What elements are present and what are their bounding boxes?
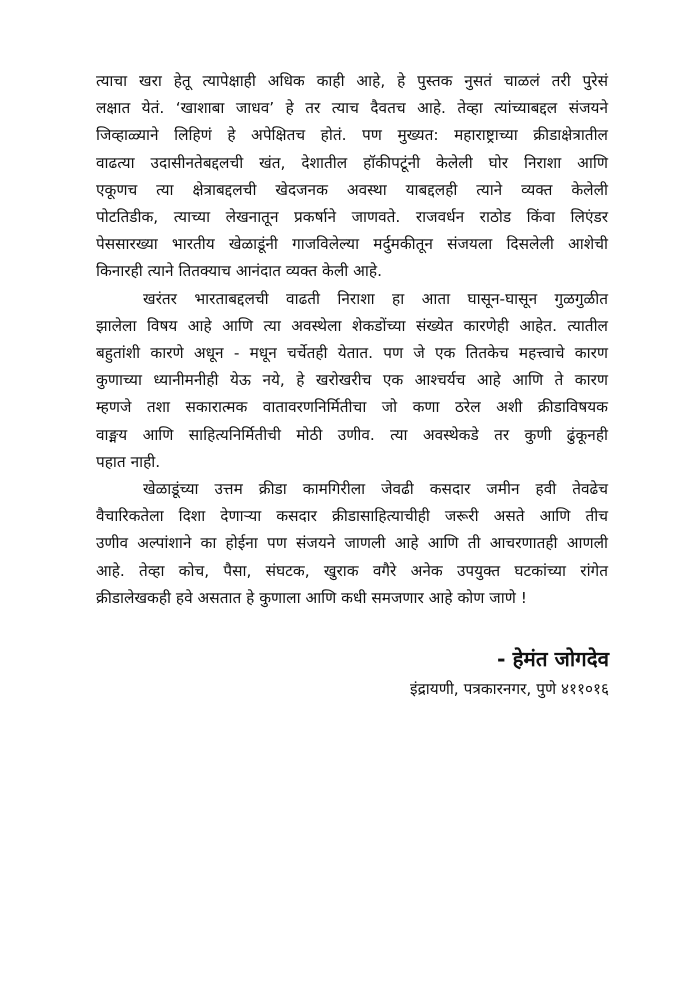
text-line: त्याचा खरा हेतू त्यापेक्षाही अधिक काही आहे, हे पुस्तक नुसतं चाळलं तरी पुरेसं bbox=[96, 72, 608, 90]
text-line: लक्षात येतं. ‘खाशाबा जाधव’ हे तर त्याच दैवतच आहे. तेव्हा त्यांच्याबद्दल संजयने bbox=[96, 99, 608, 118]
paragraph-1 bbox=[96, 68, 608, 286]
text-line: पेससारख्या भारतीय खेळाडूंनी गाजविलेल्या मर्दुमकीतून संजयला दिसलेली आशेची bbox=[96, 235, 608, 254]
author-signature: - हेमंत जोगदेव bbox=[497, 647, 609, 671]
text-line: आहे. तेव्हा कोच, पैसा, संघटक, खुराक वगैरे अनेक उपयुक्त घटकांच्या रांगेत bbox=[96, 561, 608, 580]
text-line: किनारही त्याने तितक्याच आनंदात व्यक्त केली आहे. bbox=[96, 262, 382, 281]
author-address: इंद्रायणी, पत्रकारनगर, पुणे ४११०१६ bbox=[410, 680, 609, 698]
text-line: वाढत्या उदासीनतेबद्दलची खंत, देशातील हॉकीपटूंनी केलेली घोर निराशा आणि bbox=[96, 153, 608, 172]
text-line: उणीव अल्पांशाने का होईना पण संजयने जाणली आहे आणि ती आचरणातही आणली bbox=[96, 534, 608, 553]
text-line: एकूणच त्या क्षेत्राबद्दलची खेदजनक अवस्था याबद्दलही त्याने व्यक्त केलेली bbox=[96, 180, 608, 199]
text-line: वैचारिकतेला दिशा देणाऱ्या कसदार क्रीडासाहित्याचीही जरूरी असते आणि तीच bbox=[96, 507, 608, 526]
text-line: वाङ्मय आणि साहित्यनिर्मितीची मोठी उणीव. त्या अवस्थेकडे तर कुणी ढुंकूनही bbox=[96, 425, 608, 444]
text-line: खेळाडूंच्या उत्तम क्रीडा कामगिरीला जेवढी कसदार जमीन हवी तेवढेच bbox=[143, 480, 608, 499]
text-line: बहुतांशी कारणे अधून - मधून चर्चेतही येतात. पण जे एक तितकेच महत्त्वाचे कारण bbox=[96, 344, 608, 363]
text-line: क्रीडालेखकही हवे असतात हे कुणाला आणि कधी समजणार आहे कोण जाणे ! bbox=[96, 588, 527, 607]
text-line: खरंतर भारताबद्दलची वाढती निराशा हा आता घासून-घासून गुळगुळीत bbox=[143, 289, 608, 308]
text-line: जिव्हाळ्याने लिहिणं हे अपेक्षितच होतं. पण मुख्यत: महाराष्ट्राच्या क्रीडाक्षेत्रातील bbox=[96, 126, 608, 145]
text-line: पोटतिडीक, त्याच्या लेखनातून प्रकर्षाने जाणवते. राजवर्धन राठोड किंवा लिएंडर bbox=[96, 208, 608, 227]
paragraph-2 bbox=[96, 286, 608, 476]
text-line: म्हणजे तशा सकारात्मक वातावरणनिर्मितीचा जो कणा ठरेल अशी क्रीडाविषयक bbox=[96, 398, 608, 417]
body-text bbox=[96, 68, 608, 612]
text-line: कुणाच्या ध्यानीमनीही येऊ नये, हे खरोखरीच एक आश्चर्यच आहे आणि ते कारण bbox=[96, 371, 608, 390]
paragraph-3 bbox=[96, 476, 608, 612]
text-line: पहात नाही. bbox=[96, 452, 161, 471]
text-line: झालेला विषय आहे आणि त्या अवस्थेला शेकडोंच्या संख्येत कारणेही आहेत. त्यातील bbox=[96, 316, 608, 335]
